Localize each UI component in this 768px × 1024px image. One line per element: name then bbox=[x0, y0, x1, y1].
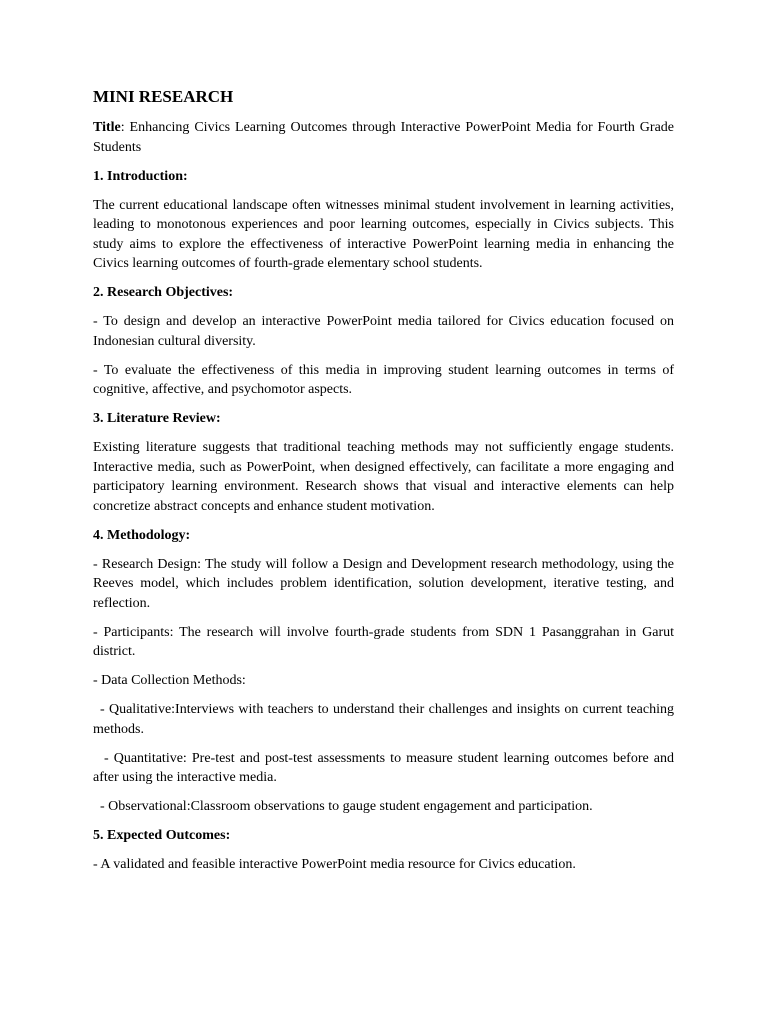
title-text: : Enhancing Civics Learning Outcomes through Interactive PowerPoint Media for Fourth Grade Students bbox=[93, 120, 674, 155]
objective-item: - To design and develop an interactive PowerPoint media tailored for Civics education focused on Indonesian cultural diversity. bbox=[93, 314, 674, 349]
methodology-qualitative: - Qualitative:Interviews with teachers to understand their challenges and insights on current teaching methods. bbox=[93, 702, 674, 737]
introduction-heading: 1. Introduction: bbox=[93, 168, 188, 184]
methodology-observational: - Observational:Classroom observations to gauge student engagement and participation. bbox=[100, 799, 593, 814]
objectives-heading: 2. Research Objectives: bbox=[93, 285, 234, 300]
methodology-design: - Research Design: The study will follow a Design and Development research methodology, using the Reeves model, which includes problem identification, solution development, iterative testing, and reflection. bbox=[93, 556, 674, 611]
outcome-item: - A validated and feasible interactive PowerPoint media resource for Civics education. bbox=[93, 857, 576, 872]
methodology-heading: 4. Methodology: bbox=[93, 527, 191, 543]
literature-body: Existing literature suggests that traditional teaching methods may not sufficiently engage students. Interactive media, such as PowerPoint, when designed effectively, can facilitate a more engaging and participatory learning environment. Research shows that visual and interactive elements can help concretize abstract concepts and enhance student motivation. bbox=[93, 440, 674, 514]
methodology-quantitative: - Quantitative: Pre-test and post-test assessments to measure student learning outcomes before and after using the interactive media. bbox=[93, 750, 674, 785]
title-line bbox=[93, 118, 674, 157]
outcomes-heading: 5. Expected Outcomes: bbox=[93, 828, 231, 843]
document-title: MINI RESEARCH bbox=[93, 87, 234, 106]
methodology-participants: - Participants: The research will involve fourth-grade students from SDN 1 Pasanggrahan in Garut district. bbox=[93, 624, 674, 659]
introduction-body: The current educational landscape often witnesses minimal student involvement in learning activities, leading to monotonous experiences and poor learning outcomes, especially in Civics subjects. This study aims to explore the effectiveness of interactive PowerPoint learning media in enhancing the Civics learning outcomes of fourth-grade elementary school students. bbox=[93, 197, 674, 271]
literature-heading: 3. Literature Review: bbox=[93, 411, 221, 426]
objective-item: - To evaluate the effectiveness of this media in improving student learning outcomes in terms of cognitive, affective, and psychomotor aspects. bbox=[93, 362, 674, 397]
methodology-data-collection: - Data Collection Methods: bbox=[93, 673, 246, 688]
title-label: Title bbox=[93, 120, 121, 135]
document-page bbox=[93, 86, 674, 884]
